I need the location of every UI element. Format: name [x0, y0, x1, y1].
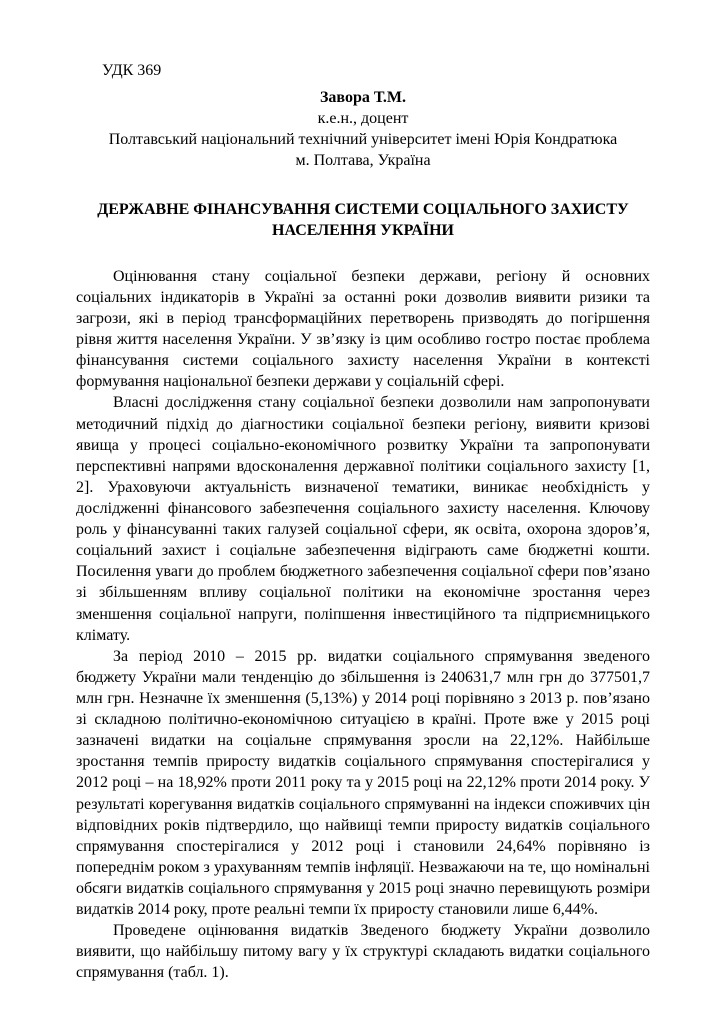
location: м. Полтава, Україна	[295, 152, 431, 170]
udc-code: УДК 369	[102, 62, 162, 79]
affiliation: Полтавський національний технічний університет імені Юрія Кондратюка	[108, 131, 618, 149]
author-degree: к.е.н., доцент	[317, 110, 409, 128]
article-title: ДЕРЖАВНЕ ФІНАНСУВАННЯ СИСТЕМИ СОЦІАЛЬНОГО ЗАХИСТУ НАСЕЛЕННЯ УКРАЇНИ	[97, 200, 629, 239]
paragraph-4: Проведене оцінювання видатків Зведеного бюджету України дозволило виявити, що найбільшу питому вагу у їх структурі складають видатки соціального спрямування (табл. 1).	[76, 922, 650, 982]
paragraph-1: Оцінювання стану соціальної безпеки держави, регіону й основних соціальних індикаторів в Україні за останні роки дозволив виявити ризики та загрози, які в період трансформаційних перетворень призводять до погіршення рівня життя населення України. У зв’язку із цим особливо гостро постає проблема фінансування системи соціального захисту населення України в контексті формування національної безпеки держави у соціальній сфері.	[76, 267, 650, 391]
author-name: Завора Т.М.	[319, 89, 407, 107]
paragraph-2: Власні дослідження стану соціальної безпеки дозволили нам запропонувати методичний підхід до діагностики соціальної безпеки регіону, виявити кризові явища у процесі соціально-економічного розвитку України та запропонувати перспективні напрями вдосконалення державної політики соціального захисту [1, 2]. Ураховуючи актуальність визначеної тематики, виникає необхідність у дослідженні фінансового забезпечення соціального захисту населення. Ключову роль у фінансуванні таких галузей соціальної сфери, як освіта, охорона здоров’я, соціальний захист і соціальне забезпечення відіграють саме бюджетні кошти. Посилення уваги до проблем бюджетного забезпечення соціальної сфери пов’язано зі збільшенням впливу соціальної політики на економічне зростання через зменшення соціальної напруги, поліпшення інвестиційного та підприємницького клімату.	[76, 394, 650, 644]
paragraph-3: За період 2010 – 2015 рр. видатки соціального спрямування зведеного бюджету України мали тенденцію до збільшення із 240631,7 млн грн до 377501,7 млн грн. Незначне їх зменшення (5,13%) у 2014 році порівняно з 2013 р. пов’язано зі складною політично-економічною ситуацією в країні. Проте вже у 2015 році зазначені видатки на соціальне спрямування зросли на 22,12%. Найбільше зростання темпів приросту видатків соціального спрямування спостерігалися у 2012 році – на 18,92% проти 2011 року та у 2015 році на 22,12% проти 2014 року. У результаті корегування видатків соціального спрямуванні на індекси споживчих цін відповідних років підтвердило, що найвищі темпи приросту видатків соціального спрямування спостерігалися у 2012 році і становили 24,64% порівняно із попереднім роком з урахуванням темпів інфляції. Незважаючи на те, що номінальні обсяги видатків соціального спрямування у 2015 році значно перевищують розміри видатків 2014 року, проте реальні темпи їх приросту становили лише 6,44%.	[76, 647, 650, 919]
